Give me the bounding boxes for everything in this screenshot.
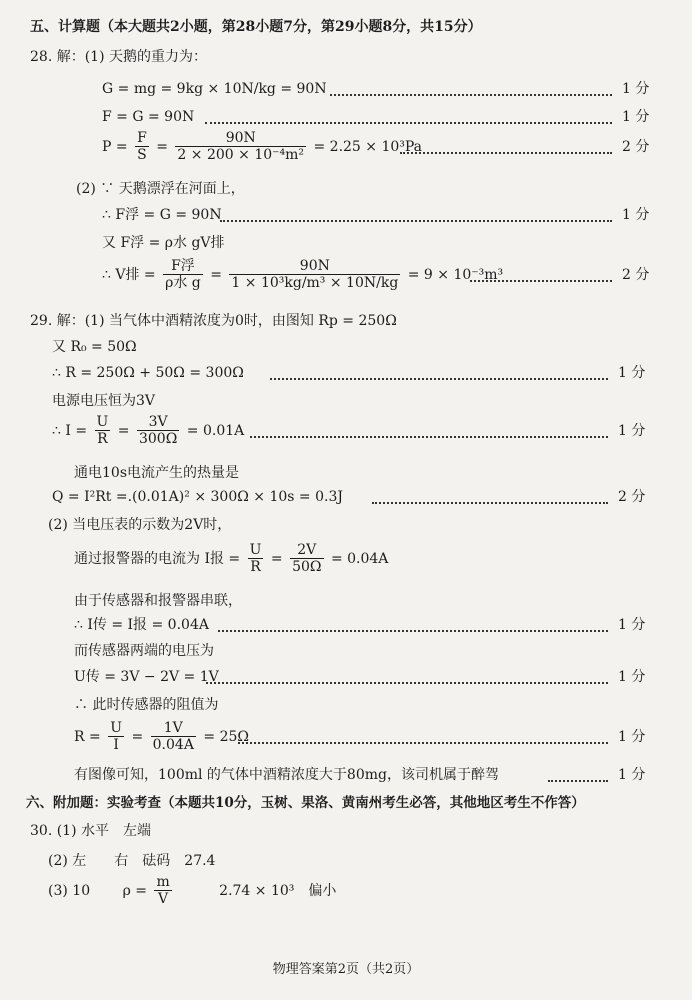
q29-part1-intro: 29. 解：(1) 当气体中酒精浓度为0时，由图知 Rp = 250Ω (30, 313, 397, 329)
leader-dots (270, 378, 608, 380)
score-5: 2 分 (622, 267, 650, 283)
score-6: 1 分 (618, 365, 646, 381)
fraction: $\frac{90N}{\text{1 × 10³kg/m³ × 10N/kg}}$ (231, 258, 399, 291)
leader-dots (220, 220, 612, 222)
q28-eq-archimedes: 又 F浮 = ρ水 gV排 (102, 235, 225, 251)
q29-conclusion: 有图像可知，100ml 的气体中酒精浓度大于80mg，该司机属于醉驾 (74, 767, 499, 783)
q29-line-sensor-voltage: 而传感器两端的电压为 (74, 643, 214, 659)
q28-part1-intro: 28. 解：(1) 天鹅的重力为： (30, 49, 207, 65)
q29-eq-total-r: ∴ R = 250Ω + 50Ω = 300Ω (52, 365, 244, 381)
score-1: 1 分 (622, 81, 650, 97)
score-8: 2 分 (618, 489, 646, 505)
q28-part2-intro: (2) ∵ 天鹅漂浮在河面上， (76, 181, 245, 197)
page-footer: 物理答案第2页（共2页） (272, 962, 420, 977)
q30-part2: (2) 左 右 砝码 27.4 (48, 853, 216, 869)
q29-line-voltage: 电源电压恒为3V (52, 393, 156, 409)
leader-dots (218, 630, 608, 632)
q29-eq-r0: 又 R₀ = 50Ω (52, 339, 137, 355)
q28-eq-force: F = G = 90N (102, 109, 195, 125)
leader-dots (250, 436, 608, 438)
score-4: 1 分 (622, 207, 650, 223)
q29-eq-sensor-voltage: U传 = 3V − 2V = 1V (74, 669, 219, 685)
fraction: $\frac{U}{R}$ (96, 414, 109, 447)
q28-eq-buoyancy: ∴ F浮 = G = 90N (102, 207, 222, 223)
q29-eq-sensor-current: ∴ I传 = I报 = 0.04A (74, 617, 209, 633)
leader-dots (400, 152, 612, 154)
leader-dots (205, 122, 612, 124)
q28-eq-gravity: G = mg = 9kg × 10N/kg = 90N (102, 81, 327, 97)
q30-part3: (3) 10 ρ = $\frac{m}{V}$ 2.74 × 10³ 偏小 (48, 874, 337, 907)
q29-line-series: 由于传感器和报警器串联， (74, 593, 242, 609)
score-12: 1 分 (618, 767, 646, 783)
q29-eq-sensor-resistance: R = $\frac{U}{I}$ = $\frac{1V}{0.04A}$ = 25Ω (74, 720, 249, 753)
q29-line-sensor-resistance: ∴ 此时传感器的阻值为 (74, 697, 219, 713)
fraction: $\frac{U}{R}$ (249, 542, 262, 575)
q30-part1: 30. (1) 水平 左端 (30, 823, 151, 839)
score-2: 1 分 (622, 109, 650, 125)
leader-dots (206, 682, 608, 684)
fraction: $\frac{U}{I}$ (110, 720, 122, 753)
leader-dots (330, 94, 612, 96)
q29-eq-current: ∴ I = $\frac{U}{R}$ = $\frac{3V}{300\Omega}$ = 0.01A (52, 414, 245, 447)
score-11: 1 分 (618, 729, 646, 745)
leader-dots (548, 780, 608, 782)
q28-eq-volume: ∴ V排 = $\frac{\text{F浮}}{\text{ρ水 g}}$ = $\frac{90N}{\text{1 × 10³kg/m³ × 10N/kg}}$ = 9 × 10⁻³m³ (102, 258, 504, 291)
fraction: $\frac{F}{S}$ (137, 130, 147, 163)
score-10: 1 分 (618, 669, 646, 685)
fraction: $\frac{2V}{50\Omega}$ (292, 542, 322, 575)
section-title-calculation: 五、计算题（本大题共2小题，第28小题7分，第29小题8分，共15分） (30, 19, 482, 35)
q29-eq-alarm-current: 通过报警器的电流为 I报 = $\frac{U}{R}$ = $\frac{2V}{50\Omega}$ = 0.04A (74, 542, 389, 575)
score-3: 2 分 (622, 139, 650, 155)
leader-dots (470, 280, 612, 282)
q29-part2-intro: (2) 当电压表的示数为2V时， (48, 517, 232, 533)
fraction: $\frac{1V}{0.04A}$ (152, 720, 194, 753)
section-title-additional: 六、附加题：实验考查（本题共10分，玉树、果洛、黄南州考生必答，其他地区考生不作答） (26, 795, 585, 811)
score-9: 1 分 (618, 617, 646, 633)
fraction: $\frac{\text{F浮}}{\text{ρ水 g}}$ (165, 258, 201, 291)
q29-line-heat: 通电10s电流产生的热量是 (74, 465, 239, 481)
score-7: 1 分 (618, 423, 646, 439)
leader-dots (372, 502, 608, 504)
fraction: $\frac{90N}{\text{2 × 200 × 10⁻⁴m²}}$ (177, 130, 305, 163)
q29-eq-heat: Q = I²Rt =.(0.01A)² × 300Ω × 10s = 0.3J (52, 489, 343, 505)
fraction: $\frac{m}{V}$ (156, 874, 170, 907)
fraction: $\frac{3V}{300\Omega}$ (138, 414, 178, 447)
q28-eq-pressure: P = $\frac{F}{S}$ = $\frac{90N}{\text{2 × 200 × 10⁻⁴m²}}$ = 2.25 × 10³Pa (102, 130, 423, 163)
leader-dots (238, 742, 608, 744)
